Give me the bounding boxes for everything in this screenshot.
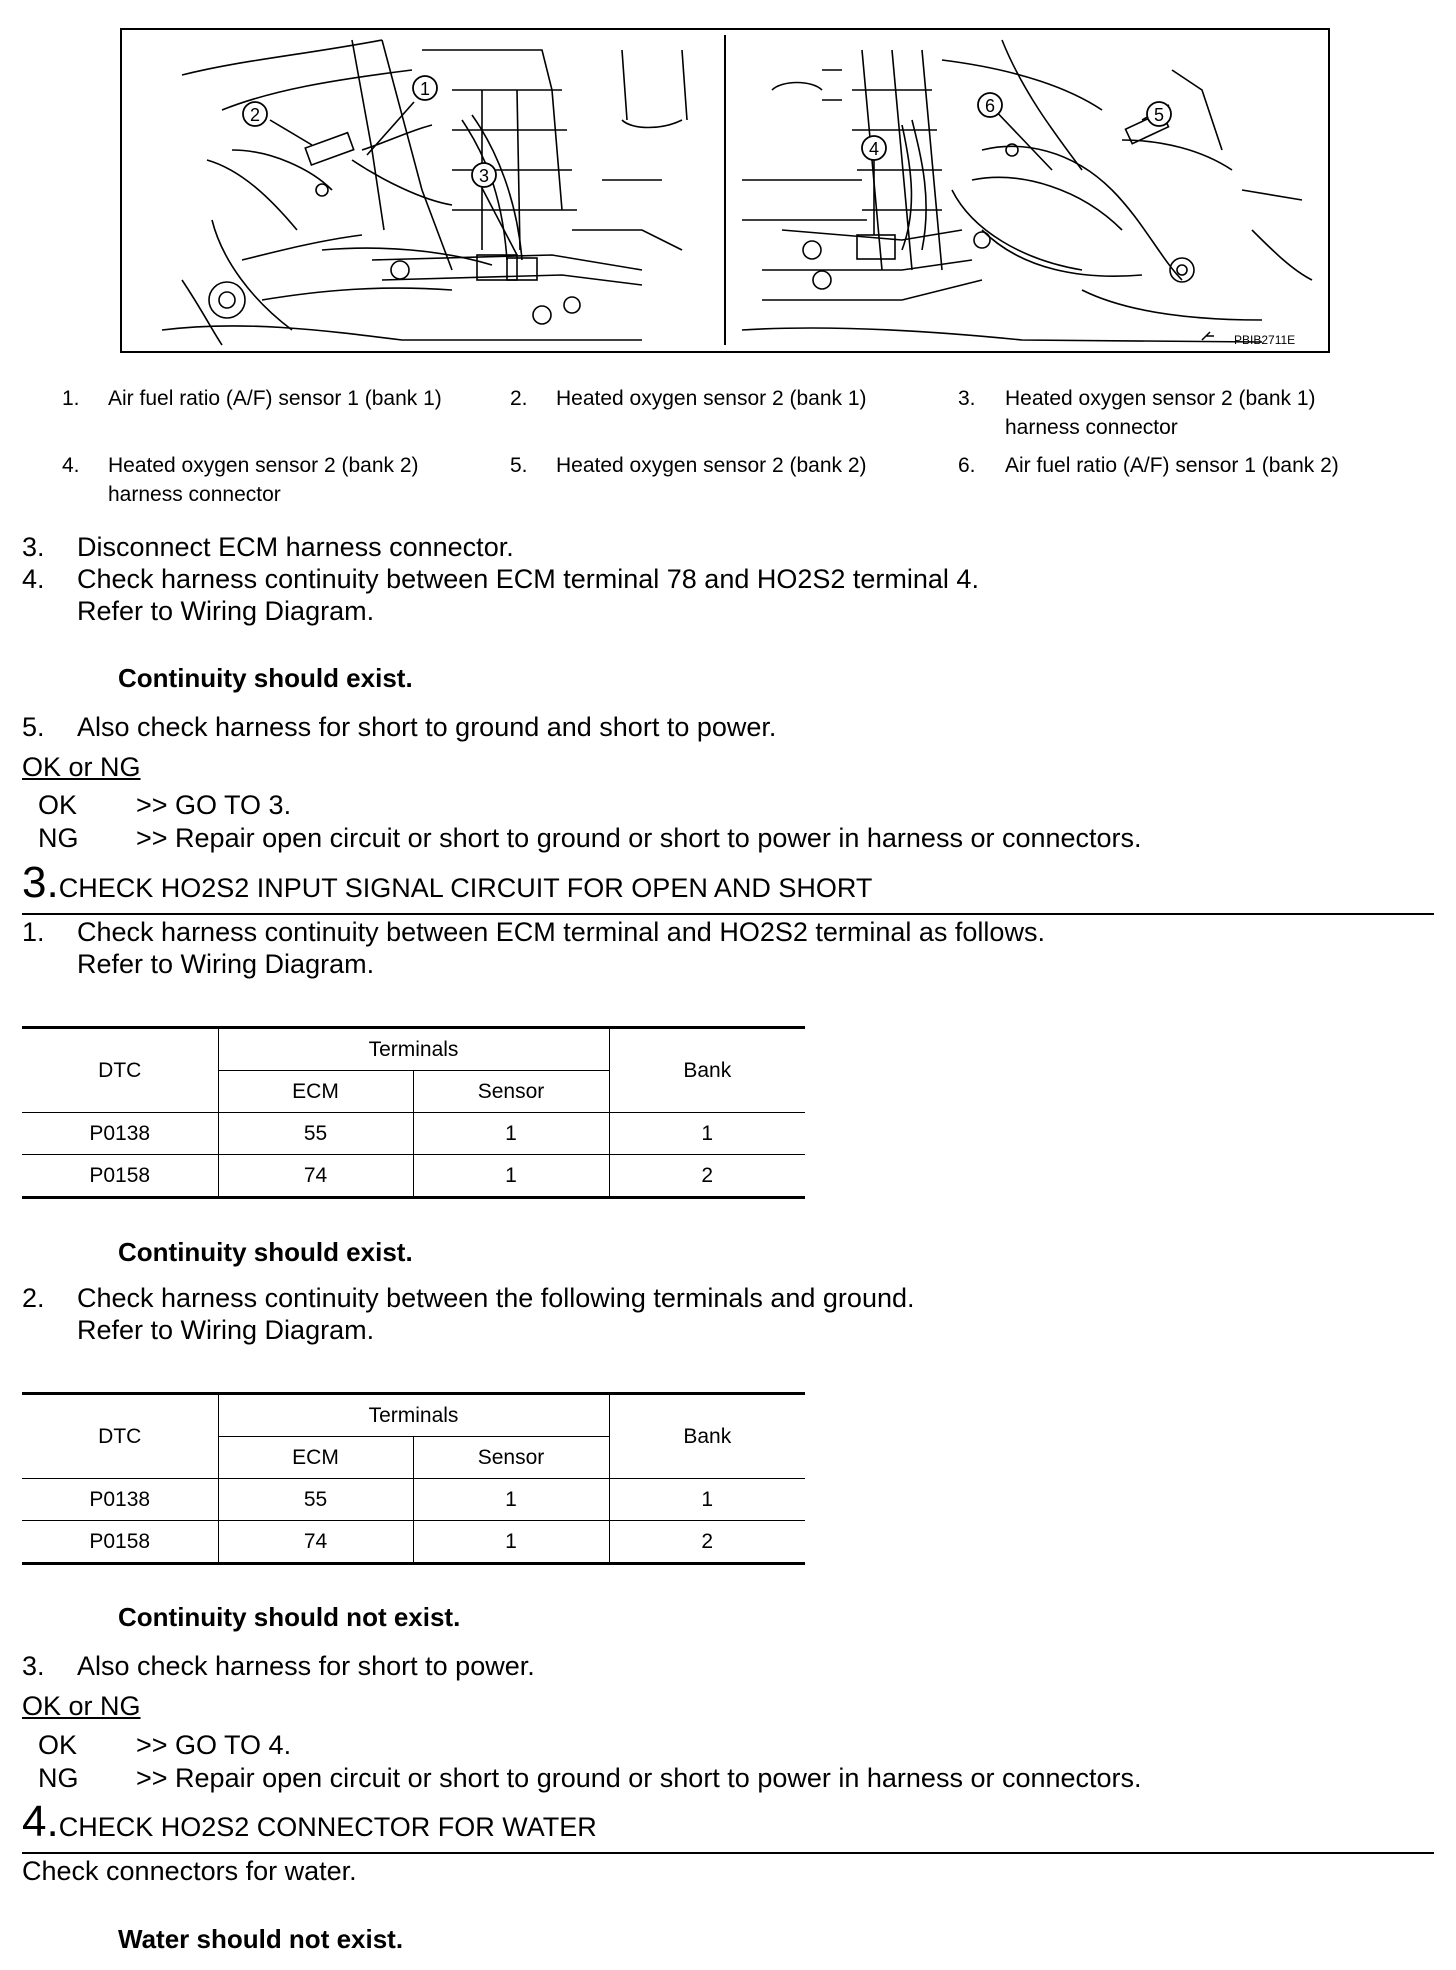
cell-sensor: 1 (413, 1155, 609, 1198)
item-number: 1. (22, 917, 45, 947)
col-header-bank: Bank (609, 1394, 805, 1479)
legend-number: 1. (62, 387, 80, 410)
cell-sensor: 1 (413, 1521, 609, 1564)
col-header-sensor: Sensor (413, 1437, 609, 1479)
legend-text: Heated oxygen sensor 2 (bank 1) (556, 387, 867, 410)
heading-rule (22, 913, 1434, 915)
cell-dtc: P0158 (22, 1155, 218, 1198)
table-row (22, 1113, 805, 1155)
cell-ecm: 55 (218, 1113, 413, 1155)
svg-text:5: 5 (1153, 105, 1165, 125)
instruction-text: Disconnect ECM harness connector. (77, 532, 514, 562)
figure-legend (0, 0, 1456, 520)
instruction-text: Also check harness for short to power. (77, 1651, 535, 1681)
col-header-dtc: DTC (22, 1394, 218, 1479)
instruction-text: Check connectors for water. (22, 1856, 357, 1886)
cell-dtc: P0138 (22, 1479, 218, 1521)
item-number: 3. (22, 532, 45, 562)
ng-label: NG (38, 1763, 79, 1793)
step-heading (22, 1797, 597, 1847)
instruction-text: Check harness continuity between ECM terminal 78 and HO2S2 terminal 4. (77, 564, 979, 594)
instruction-text: Check harness continuity between ECM terminal and HO2S2 terminal as follows. (77, 917, 1045, 947)
instruction-text: Refer to Wiring Diagram. (77, 596, 375, 626)
spec-text: Water should not exist. (118, 1924, 404, 1954)
cell-dtc: P0158 (22, 1521, 218, 1564)
cell-dtc: P0138 (22, 1113, 218, 1155)
svg-text:PBIB2711E: PBIB2711E (1234, 333, 1296, 347)
item-number: 3. (22, 1651, 45, 1681)
col-header-dtc: DTC (22, 1028, 218, 1113)
col-header-bank: Bank (609, 1028, 805, 1113)
ok-label: OK (38, 1730, 78, 1760)
legend-text: Heated oxygen sensor 2 (bank 2) (556, 454, 867, 477)
table-row (22, 1155, 805, 1198)
ok-action: >> GO TO 3. (136, 790, 292, 820)
ng-label: NG (38, 823, 79, 853)
ok-or-ng-heading: OK or NG (22, 752, 141, 782)
ng-action: >> Repair open circuit or short to ground or short to power in harness or connectors. (136, 1763, 1142, 1793)
terminal-table-1 (22, 1026, 805, 1199)
legend-text-line2: harness connector (108, 483, 281, 506)
ok-label: OK (38, 790, 78, 820)
spec-text: Continuity should exist. (118, 663, 413, 693)
cell-sensor: 1 (413, 1113, 609, 1155)
cell-sensor: 1 (413, 1479, 609, 1521)
svg-text:6: 6 (984, 96, 996, 116)
instruction-text: Also check harness for short to ground and short to power. (77, 712, 777, 742)
cell-ecm: 74 (218, 1155, 413, 1198)
ok-action: >> GO TO 4. (136, 1730, 292, 1760)
step-heading (22, 858, 872, 908)
legend-text: Air fuel ratio (A/F) sensor 1 (bank 2) (1005, 454, 1339, 477)
col-header-sensor: Sensor (413, 1071, 609, 1113)
svg-text:4: 4 (868, 139, 880, 159)
col-header-terminals: Terminals (218, 1028, 609, 1071)
instruction-text: Refer to Wiring Diagram. (77, 1315, 375, 1345)
cell-bank: 1 (609, 1113, 805, 1155)
col-header-ecm: ECM (218, 1437, 413, 1479)
cell-bank: 1 (609, 1479, 805, 1521)
item-number: 2. (22, 1283, 45, 1313)
heading-rule (22, 1852, 1434, 1854)
spec-text: Continuity should not exist. (118, 1602, 461, 1632)
legend-text: Air fuel ratio (A/F) sensor 1 (bank 1) (108, 387, 442, 410)
ok-or-ng-heading: OK or NG (22, 1691, 141, 1721)
cell-ecm: 55 (218, 1479, 413, 1521)
legend-text-line2: harness connector (1005, 416, 1178, 439)
svg-text:1: 1 (419, 79, 431, 99)
item-number: 5. (22, 712, 45, 742)
legend-text: Heated oxygen sensor 2 (bank 2) (108, 454, 419, 477)
step-number: 4. (22, 1797, 59, 1846)
ng-action: >> Repair open circuit or short to ground or short to power in harness or connectors. (136, 823, 1142, 853)
cell-bank: 2 (609, 1155, 805, 1198)
legend-number: 2. (510, 387, 528, 410)
cell-ecm: 74 (218, 1521, 413, 1564)
step-number: 3. (22, 858, 59, 907)
table-row (22, 1521, 805, 1564)
step-title: CHECK HO2S2 CONNECTOR FOR WATER (58, 1812, 597, 1842)
legend-number: 4. (62, 454, 80, 477)
item-number: 4. (22, 564, 45, 594)
table-row (22, 1479, 805, 1521)
col-header-terminals: Terminals (218, 1394, 609, 1437)
spec-text: Continuity should exist. (118, 1237, 413, 1267)
legend-text: Heated oxygen sensor 2 (bank 1) (1005, 387, 1316, 410)
cell-bank: 2 (609, 1521, 805, 1564)
svg-text:3: 3 (478, 166, 490, 186)
col-header-ecm: ECM (218, 1071, 413, 1113)
terminal-table-2 (22, 1392, 805, 1565)
svg-text:2: 2 (249, 105, 261, 125)
legend-number: 5. (510, 454, 528, 477)
legend-number: 6. (958, 454, 976, 477)
instruction-text: Check harness continuity between the following terminals and ground. (77, 1283, 915, 1313)
instruction-text: Refer to Wiring Diagram. (77, 949, 375, 979)
legend-number: 3. (958, 387, 976, 410)
step-title: CHECK HO2S2 INPUT SIGNAL CIRCUIT FOR OPEN AND SHORT (58, 873, 873, 903)
